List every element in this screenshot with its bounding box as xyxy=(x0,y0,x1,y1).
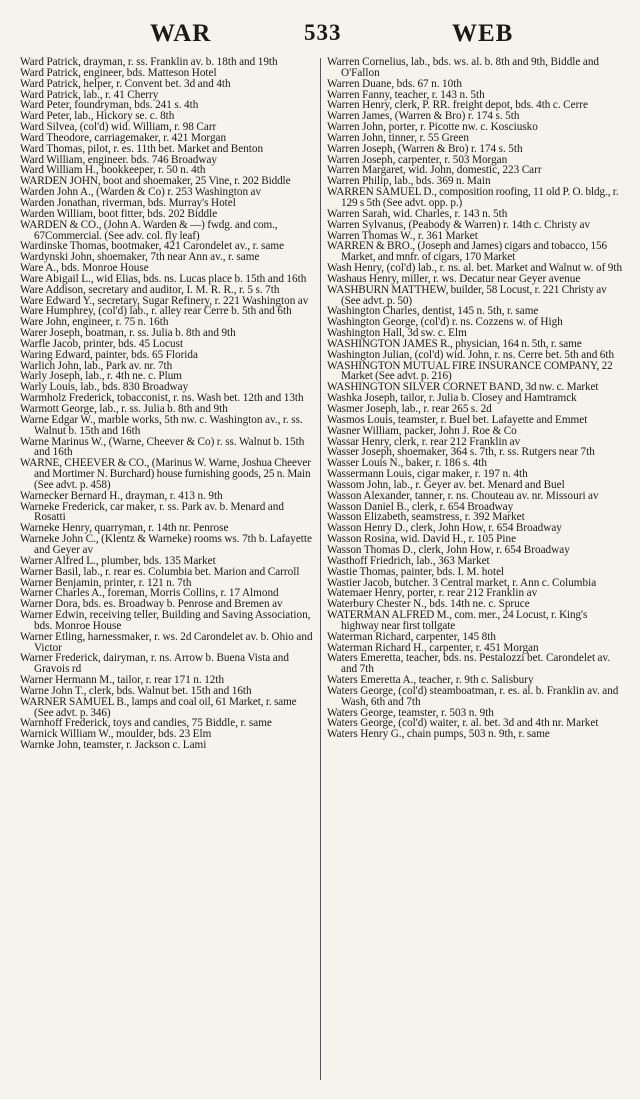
directory-entry: Wardinske Thomas, bootmaker, 421 Carondelet av., r. same xyxy=(20,240,285,253)
directory-entry: Warren Philip, lab., bds. 369 n. Main xyxy=(327,175,491,188)
directory-entry: Waterman Richard, carpenter, 145 8th xyxy=(327,630,496,643)
directory-entry: Warne John T., clerk, bds. Walnut bet. 15th and 16th xyxy=(20,684,252,697)
directory-entry: WARREN SAMUEL D., composition roofing, 11 old P. O. bldg., r. 129 s 5th (See advt. opp. p.) xyxy=(327,186,619,209)
directory-entry: WASHINGTON MUTUAL FIRE INSURANCE COMPANY, 22 Market (See advt. p. 216) xyxy=(327,359,613,383)
directory-entry: Wasson Elizabeth, seamstress, r. 392 Market xyxy=(327,511,525,524)
directory-entry: Waters Emeretta, teacher, bds. ns. Pestalozzi bet. Carondelet av. and 7th xyxy=(327,652,611,676)
directory-entry: Wasser Louis N., baker, r. 186 s. 4th xyxy=(327,457,487,470)
directory-entry: WATERMAN ALFRED M., com. mer., 24 Locust, r. King's highway near first tollgate xyxy=(327,609,588,632)
header-right-word: WEB xyxy=(452,20,514,47)
directory-entry: Warly Joseph, lab., r. 4th ne. c. Plum xyxy=(20,370,182,383)
directory-entry: Waters Emeretta A., teacher, r. 9th c. Salisbury xyxy=(327,674,534,687)
directory-entry: Ware A., bds. Monroe House xyxy=(20,262,149,275)
page-number: 533 xyxy=(304,20,342,45)
directory-entry: Warlich John, lab., Park av. nr. 7th xyxy=(20,359,173,372)
directory-entry: Wassermann Louis, cigar maker, r. 197 n. 4th xyxy=(327,468,528,481)
directory-entry: Ward Patrick, helper, r. Convent bet. 3d and 4th xyxy=(20,77,231,90)
directory-entry: Wardynski John, shoemaker, 7th near Ann av., r. same xyxy=(20,251,260,264)
directory-entry: Warren Henry, clerk, P. RR. freight depot, bds. 4th c. Cerre xyxy=(327,99,589,112)
directory-entry: Warren Joseph, carpenter, r. 503 Morgan xyxy=(327,153,508,166)
directory-entry: Warren Sylvanus, (Peabody & Warren) r. 14th c. Christy av xyxy=(327,218,591,231)
directory-entry: Warnecker Bernard H., drayman, r. 413 n. 9th xyxy=(20,489,223,502)
directory-entry: Warren John, tinner, r. 55 Green xyxy=(327,131,469,144)
directory-entry: Warner Benjamin, printer, r. 121 n. 7th xyxy=(20,576,192,589)
column-divider xyxy=(320,58,321,1080)
directory-entry: Ward Theodore, carriagemaker, r. 421 Morgan xyxy=(20,131,227,144)
directory-entry: WARDEN JOHN, boot and shoemaker, 25 Vine, r. 202 Biddle xyxy=(20,175,291,188)
directory-entry: Warfle Jacob, printer, bds. 45 Locust xyxy=(20,337,184,350)
directory-entry: Warren Duane, bds. 67 n. 10th xyxy=(327,77,462,90)
directory-entry: Warner Edwin, receiving teller, Building and Saving Association, bds. Monroe House xyxy=(20,609,311,632)
directory-entry: Warneke Frederick, car maker, r. ss. Park av. b. Menard and Rosatti xyxy=(20,500,284,524)
directory-entry: WASHINGTON SILVER CORNET BAND, 3d nw. c. Market xyxy=(327,381,599,394)
header-left-word: WAR xyxy=(150,20,212,47)
directory-entry: Wassom John, lab., r. Geyer av. bet. Menard and Buel xyxy=(327,478,565,491)
directory-entry: Ward Peter, foundryman, bds. 241 s. 4th xyxy=(20,99,199,112)
directory-entry: Wasson Daniel B., clerk, r. 654 Broadway xyxy=(327,500,514,513)
directory-entry: Warne Edgar W., marble works, 5th nw. c. Washington av., r. ss. Walnut b. 15th and 16th xyxy=(20,413,303,437)
directory-entry: Warner Hermann M., tailor, r. rear 171 n. 12th xyxy=(20,674,225,687)
directory-entry: Washington Charles, dentist, 145 n. 5th, r. same xyxy=(327,305,539,318)
directory-entry: Ward Peter, lab., Hickory se. c. 8th xyxy=(20,110,175,123)
right-column xyxy=(327,57,627,740)
directory-entry: Warner Frederick, dairyman, r. ns. Arrow b. Buena Vista and Gravois rd xyxy=(20,652,289,676)
directory-entry: Warden Jonathan, riverman, bds. Murray's Hotel xyxy=(20,196,236,209)
directory-entry: Ward Patrick, engineer, bds. Matteson Hotel xyxy=(20,66,217,79)
directory-entry: Wasson Rosina, wid. David H., r. 105 Pine xyxy=(327,533,517,546)
directory-entry: Warne Marinus W., (Warne, Cheever & Co) r. ss. Walnut b. 15th and 16th xyxy=(20,435,305,459)
directory-entry: Warren Fanny, teacher, r. 143 n. 5th xyxy=(327,88,485,101)
directory-entry: Ware John, engineer, r. 75 n. 16th xyxy=(20,316,169,329)
directory-entry: Warnhoff Frederick, toys and candies, 75 Biddle, r. same xyxy=(20,717,272,730)
directory-entry: Waters George, (col'd) waiter, r. al. bet. 3d and 4th nr. Market xyxy=(327,717,599,730)
directory-entry: Wasson Henry D., clerk, John How, r. 654 Broadway xyxy=(327,522,562,535)
directory-entry: Warnke John, teamster, r. Jackson c. Lami xyxy=(20,739,207,752)
directory-entry: Wasner William, packer, John J. Roe & Co xyxy=(327,424,517,437)
left-column xyxy=(20,57,317,751)
directory-entry: Waters Henry G., chain pumps, 503 n. 9th, r. same xyxy=(327,728,550,741)
directory-entry: Warner Alfred L., plumber, bds. 135 Market xyxy=(20,554,216,567)
directory-entry: Ward Silvea, (col'd) wid. William, r. 98 Carr xyxy=(20,121,217,134)
directory-entry: Ware Humphrey, (col'd) lab., r. alley rear Cerre b. 5th and 6th xyxy=(20,305,292,318)
directory-entry: Warren Thomas W., r. 361 Market xyxy=(327,229,478,242)
directory-entry: Ware Abigail L., wid Elias, bds. ns. Lucas place b. 15th and 16th xyxy=(20,272,307,285)
directory-entry: Warer Joseph, boatman, r. ss. Julia b. 8th and 9th xyxy=(20,327,236,340)
directory-entry: Warden John A., (Warden & Co) r. 253 Washington av xyxy=(20,186,262,199)
directory-entry: Waterman Richard H., carpenter, r. 451 Morgan xyxy=(327,641,539,654)
directory-entry: Wash Henry, (col'd) lab., r. ns. al. bet. Market and Walnut w. of 9th xyxy=(327,262,623,275)
directory-entry: Wasson Alexander, tanner, r. ns. Chouteau av. nr. Missouri av xyxy=(327,489,599,502)
directory-entry: Wassar Henry, clerk, r. rear 212 Franklin av xyxy=(327,435,521,448)
directory-entry: Warner Charles A., foreman, Morris Collins, r. 17 Almond xyxy=(20,587,279,600)
directory-entry: WASHINGTON JAMES R., physician, 164 n. 5th, r. same xyxy=(327,337,582,350)
directory-entry: Warren Margaret, wid. John, domestic, 223 Carr xyxy=(327,164,542,177)
directory-entry: Wasser Joseph, shoemaker, 364 s. 7th, r. ss. Rutgers near 7th xyxy=(327,446,595,459)
directory-entry: Ware Edward Y., secretary, Sugar Refinery, r. 221 Washington av xyxy=(20,294,309,307)
directory-entry: Warner Etling, harnessmaker, r. ws. 2d Carondelet av. b. Ohio and Victor xyxy=(20,630,313,654)
directory-entry: Wasthoff Friedrich, lab., 363 Market xyxy=(327,554,490,567)
directory-entry: Ward Patrick, lab., r. 41 Cherry xyxy=(20,88,159,101)
directory-entry: Washington George, (col'd) r. ns. Cozzens w. of High xyxy=(327,316,563,329)
directory-entry: Washaus Henry, miller, r. ws. Decatur near Geyer avenue xyxy=(327,272,581,285)
directory-entry: Waterbury Chester N., bds. 14th ne. c. Spruce xyxy=(327,598,530,611)
page-header xyxy=(0,20,640,52)
directory-entry: Warneke John C., (Klentz & Warneke) rooms ws. 7th b. Lafayette and Geyer av xyxy=(20,533,312,556)
directory-entry: Wastier Jacob, butcher. 3 Central market, r. Ann c. Columbia xyxy=(327,576,597,589)
directory-entry: Warly Louis, lab., bds. 830 Broadway xyxy=(20,381,189,394)
directory-entry: Warren Joseph, (Warren & Bro) r. 174 s. 5th xyxy=(327,142,523,155)
directory-entry: Waters George, (col'd) steamboatman, r. es. al. b. Franklin av. and Wash, 6th and 7th xyxy=(327,684,619,708)
directory-entry: Ward William, engineer. bds. 746 Broadway xyxy=(20,153,218,166)
directory-entry: WARDEN & CO., (John A. Warden & —) fwdg. and com., 67Commercial. (See adv. col. fly leaf) xyxy=(20,218,278,242)
directory-entry: Ward William H., bookkeeper, r. 50 n. 4th xyxy=(20,164,206,177)
directory-entry: Washington Julian, (col'd) wid. John, r. ns. Cerre bet. 5th and 6th xyxy=(327,348,615,361)
directory-entry: Wasson Thomas D., clerk, John How, r. 654 Broadway xyxy=(327,543,570,556)
directory-entry: Warnick William W., moulder, bds. 23 Elm xyxy=(20,728,212,741)
directory-entry: WARREN & BRO., (Joseph and James) cigars and tobacco, 156 Market, and mnfr. of cigars, 170 Market xyxy=(327,240,607,264)
directory-entry: Ward Patrick, drayman, r. ss. Franklin av. b. 18th and 19th xyxy=(20,56,278,68)
directory-entry: WARNER SAMUEL B., lamps and coal oil, 61 Market, r. same (See advt. p. 346) xyxy=(20,695,297,719)
directory-entry: Wastie Thomas, painter, bds. I. M. hotel xyxy=(327,565,505,578)
directory-entry: Warden William, boot fitter, bds. 202 Biddle xyxy=(20,207,218,220)
directory-entry: Waring Edward, painter, bds. 65 Florida xyxy=(20,348,198,361)
directory-entry: Warren John, porter, r. Picotte nw. c. Kosciusko xyxy=(327,121,538,134)
directory-entry: Warner Basil, lab., r. rear es. Columbia bet. Marion and Carroll xyxy=(20,565,300,578)
directory-entry: Ward Thomas, pilot, r. es. 11th bet. Market and Benton xyxy=(20,142,264,155)
directory-entry: Warren James, (Warren & Bro) r. 174 s. 5th xyxy=(327,110,520,123)
directory-entry: Watemaer Henry, porter, r. rear 212 Franklin av xyxy=(327,587,538,600)
directory-entry: WASHBURN MATTHEW, builder, 58 Locust, r. 221 Christy av (See advt. p. 50) xyxy=(327,283,607,307)
directory-entry: Waters George, teamster, r. 503 n. 9th xyxy=(327,706,494,719)
directory-entry: Washka Joseph, tailor, r. Julia b. Closey and Hamtramck xyxy=(327,392,577,405)
directory-entry: Ware Addison, secretary and auditor, I. M. R. R., r. 5 s. 7th xyxy=(20,283,280,296)
directory-entry: Warren Cornelius, lab., bds. ws. al. b. 8th and 9th, Biddle and O'Fallon xyxy=(327,56,600,79)
directory-entry: Warneke Henry, quarryman, r. 14th nr. Penrose xyxy=(20,522,229,535)
directory-entry: Warren Sarah, wid. Charles, r. 143 n. 5th xyxy=(327,207,508,220)
directory-entry: WARNE, CHEEVER & CO., (Marinus W. Warne, Joshua Cheever and Mortimer N. Burchard) house furnishing goods, 25 n. Main (See advt. p. 458) xyxy=(20,457,311,491)
directory-entry: Warner Dora, bds. es. Broadway b. Penrose and Bremen av xyxy=(20,598,283,611)
directory-entry: Warmott George, lab., r. ss. Julia b. 8th and 9th xyxy=(20,403,228,415)
directory-entry: Washington Hall, 3d sw. c. Elm xyxy=(327,327,467,340)
directory-entry: Wasmos Louis, teamster, r. Buel bet. Lafayette and Emmet xyxy=(327,413,588,426)
directory-entry: Wasmer Joseph, lab., r. rear 265 s. 2d xyxy=(327,403,492,415)
directory-entry: Warmholz Frederick, tobacconist, r. ns. Wash bet. 12th and 13th xyxy=(20,392,304,405)
